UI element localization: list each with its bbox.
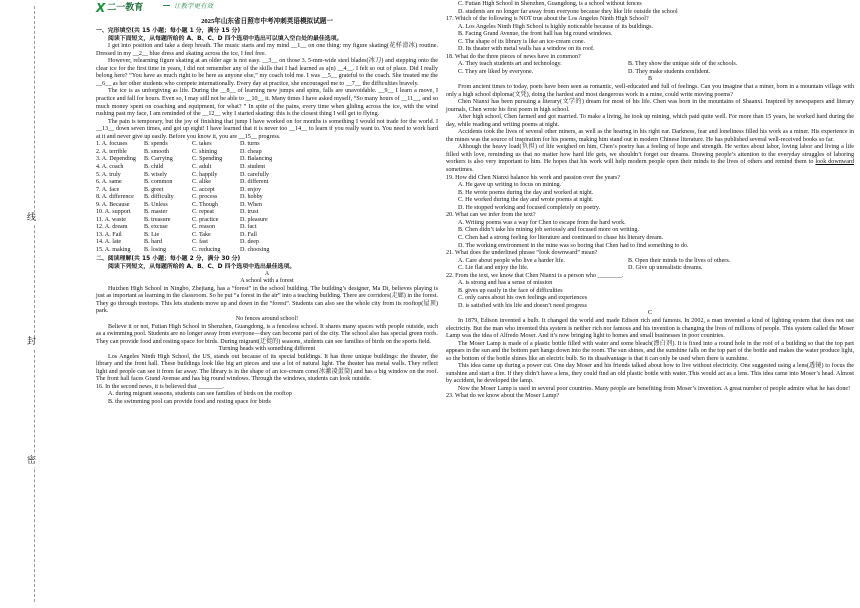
question-18-option: A. They teach students art and technology.	[458, 61, 562, 68]
option: 6. A. same	[96, 179, 122, 186]
page-title: 2025年山东省日照市中考冲刺英语模拟试题一	[201, 18, 333, 25]
question-18-options-row	[446, 69, 854, 77]
slogan	[163, 3, 213, 11]
passage-b-letter: B	[647, 76, 653, 83]
left-column	[96, 16, 438, 407]
option: D. enjoy	[240, 186, 261, 193]
option: B. Lie	[144, 231, 160, 238]
passage-b-paragraph	[446, 144, 854, 174]
option: C. reason	[192, 224, 216, 231]
option: D. Balancing	[240, 156, 273, 163]
question-16-option: B. the swimming pool can provide food and resting space for birds	[108, 399, 271, 406]
option: C. Spending	[192, 156, 223, 163]
passage-b-text: Although the heavy load(负担) of life weighed on him, Chen’s poetry has a feeling of hope and strength. He writes about labor, loving labor and living a life filled with love, reminding us that no matter how hard life gets, we shouldn’t forget our dreams. Drawing people’s attention to the everyday struggles of laboring workers is also very important to him. He hopes that his work will help modern people open their minds to the lives of others and remind them to	[446, 144, 854, 166]
option: B. Unless	[144, 201, 168, 208]
option: D. cheap	[240, 148, 262, 155]
slogan-bar	[163, 5, 170, 6]
question-22-option: D. is satisfied with his life and doesn’t need progress	[458, 302, 587, 309]
option: B. child	[144, 163, 164, 170]
question-21-option: B. Open their minds to the lives of others.	[628, 257, 731, 264]
question-19-option: B. He wrote poems during the day and worked at night.	[458, 189, 594, 196]
passage-b-paragraph: Accidents took the lives of several other miners, as well as the hearing in his right ear. Darkness, fear and loneliness filled his work as a miner. His experience in the mines was the source of inspiration for his poems, making him stand out in modern Chinese literature. He has published several well-received books so far.	[446, 129, 854, 143]
option: C. shining	[192, 148, 218, 155]
passage-b-text: sometimes.	[446, 167, 474, 174]
option: 5. A. truly	[96, 171, 121, 178]
question-20-option: B. Chen didn’t take his mining job seriously and focused more on writing.	[458, 227, 639, 234]
question-21-option: A. Care about people who live a harder life.	[458, 257, 565, 264]
question-17-option: A. Los Angeles Ninth High School is highly noticeable because of its buildings.	[458, 23, 653, 30]
question-18-option: D. They make students confident.	[628, 68, 711, 75]
question-17: 17. Which of the following is NOT true about the Los Angeles Ninth High School?	[446, 16, 649, 23]
option: D. different	[240, 179, 269, 186]
binding-margin	[0, 0, 88, 608]
option: C. process	[192, 194, 218, 201]
question-20-option: A. Writing poems was a way for Chen to escape from the hard work.	[458, 219, 626, 226]
question-22-option: C. only cares about his own feelings and experiences	[458, 295, 588, 302]
margin-mark-line: 线	[27, 213, 37, 223]
question-19-option: C. He worked during the day and wrote poems at night.	[458, 197, 594, 204]
passage-c-paragraph: In 1879, Edison invented a bulb. It changed the world and made Edison rich and famous. In 2002, a man invented a kind of lighting system that does not use electricity. But the man who invented this system is neither rich nor famous and his invention is changing the lives of millions of people. This system called the Moser Lamp was the idea of Alfredo Moser. And it’s now bringing light to homes and small businesses in poor countries.	[446, 317, 854, 340]
option: 13. A. Fail	[96, 231, 122, 238]
option: D. fact	[240, 224, 257, 231]
option: C. happily	[192, 171, 218, 178]
question-16-option: D. students are no longer far away from everyone because they like life outside the school	[458, 8, 678, 15]
question-17-option: C. The shape of its library is like an ice-cream cone.	[458, 38, 586, 45]
option: B. treasure	[144, 216, 171, 223]
option: 4. A. coach	[96, 163, 124, 170]
question-20-option: D. The working environment in the mine was so boring that Chen had to find something to do.	[458, 242, 689, 249]
option: C. takes	[192, 141, 212, 148]
passage-a-subtitle: No fences around school!	[235, 316, 299, 322]
question-22-option: A. is strong and has a sense of mission	[458, 280, 553, 287]
question-18: 18. What do the three pieces of news have in common?	[446, 53, 581, 60]
option: 3. A. Depending	[96, 156, 136, 163]
question-21: 21. What does the underlined phrase “look downward” mean?	[446, 250, 598, 257]
option: B. greet	[144, 186, 164, 193]
option: B. hard	[144, 239, 162, 246]
logo-mark: X	[96, 1, 106, 16]
option: B. wisely	[144, 171, 168, 178]
binding-line	[34, 6, 35, 602]
question-22: 22. From the text, we know that Chen Nianxi is a person who ________.	[446, 272, 624, 279]
question-21-options-row	[446, 258, 854, 266]
option: B. common	[144, 179, 173, 186]
question-19: 19. How did Chen Nianxi balance his work and passion over the years?	[446, 174, 621, 181]
option: C. repeat	[192, 209, 214, 216]
question-21-options-row	[446, 265, 854, 273]
option: 12. A. dream	[96, 224, 128, 231]
option: 9. A. Because	[96, 201, 130, 208]
passage-c-letter: C	[647, 310, 653, 317]
passage-a-paragraph: Los Angeles Ninth High School, the US, stands out because of its special buildings. It has three unique buildings: the theater, the library and the front hall. These buildings look like big art pieces and use a lot of natural light. The theater has metal walls. They reflect light and people can see it from far away. The library is in the shape of an ice-cream cone(冰激凌蛋筒) and has a big window on the roof. The front hall faces Grand Avenue and has big round windows. Through the windows, students can look outside.	[96, 353, 438, 383]
cloze-paragraph: The pain is temporary, but the joy of finishing that jump I have worked on for months is something I would not trade for the world. I __13__ down seven times, and got up eight! I have learned that it is never too __14__ to learn if you really want to. You need to work hard at it and never give up easily. Before you know it, you are __15__ progress.	[96, 118, 438, 140]
section2-instruction: 阅读下列短文，从每题所给的 A、B、C、D 四个选项中选出最佳选项。	[108, 263, 296, 270]
option: C. practice	[192, 216, 219, 223]
cloze-paragraph: I get into position and take a deep breath. The music starts and my mind __1__ on one thing: my figure skating(花样滑冰) routine. Dressed in my __2__ blue dress and skating across the ice, I feel free.	[96, 43, 438, 57]
slogan-text: 让教学更有效	[174, 2, 213, 10]
passage-a-letter: A	[264, 270, 270, 277]
option: B. Carrying	[144, 156, 173, 163]
option: 11. A. waste	[96, 216, 126, 223]
underlined-phrase: look downward	[815, 159, 854, 166]
option: D. choosing	[240, 246, 270, 253]
option: B. smooth	[144, 148, 170, 155]
passage-a-paragraph: Believe it or not, Futian High School in Shenzhen, Guangdong, is a fenceless school. It shares many spaces with people outside, such as a swimming pool. Students are no longer away from everyone—they can become part of the city. The school also has special green roofs. They can provide food and resting space for birds. During migrant(迁徙的) seasons, students can see families of birds on the sports field.	[96, 323, 438, 345]
question-17-option: B. Facing Grand Avenue, the front hall has big round windows.	[458, 31, 613, 38]
option: C. adult	[192, 163, 212, 170]
option: D. When	[240, 201, 262, 208]
section2-heading: 二、阅读理解(共 15 小题；每小题 2 分，满分 30 分)	[96, 255, 241, 262]
option: C. reducing	[192, 246, 221, 253]
option: D. pleasure	[240, 216, 268, 223]
cloze-options	[96, 141, 438, 254]
question-19-option: A. He gave up writing to focus on mining.	[458, 182, 562, 189]
passage-b-paragraph: From ancient times to today, poets have been seen as romantic, well-educated and full of feelings. Can you imagine that a miner, born in a mountain village with only a high school diploma(文凭), doing the hardest and most dangerous work in a mine, could write moving poems?	[446, 84, 854, 98]
question-16-option: C. Futian High School in Shenzhen, Guangdong, is a school without fences	[458, 1, 642, 7]
passage-b-paragraph: Chen Nianxi has been pursuing a literary(文学的) dream for most of his life. Chen was born in the mountains of Shaanxi. Inspired by newspapers and literary journals, Chen wrote his first poem in high school.	[446, 99, 854, 113]
cloze-paragraph: However, relearning figure skating at an older age is not easy. __3__ on those 3. 5-mm-wide steel blades(冰刀) and stepping onto the clear ice for the first time in years, I did not remember any of the skills that I had learned as a(n) __4__. I felt so out of place. Did I really belong here? “You have as much right to be here as anyone else,” my coach told me. I was __5__ grateful to the coach. She treated me the __6__ as her other students who compete internationally. Every day at practice, she encouraged me to __7__ the difficulties bravely.	[96, 58, 438, 87]
question-18-options-row	[446, 61, 854, 69]
option: D. hobby	[240, 194, 263, 201]
option: B. losing	[144, 246, 167, 253]
passage-a-paragraph: Huizhen High School in Ningbo, Zhejiang, has a “forest” in the school building. The building’s designer, Ma Di, believes playing is just as important as learning in the classroom. So he put “a forest in the air” into a teaching building. There are corridors(走廊) in the forest. They go through treetops. This lets students move up and down in the “forest”. Students can also see the whole city from its rooftop(屋顶) park.	[96, 285, 438, 315]
logo-text: 二一教育	[107, 3, 144, 14]
question-21-option: C. Lie flat and enjoy the life.	[458, 265, 529, 272]
option: 14. A. late	[96, 239, 122, 246]
question-17-option: D. Its theater with metal walls has a window on its roof.	[458, 46, 595, 53]
option: 8. A. difference	[96, 194, 134, 201]
option: 10. A. support	[96, 209, 131, 216]
option: D. Fall	[240, 231, 257, 238]
option: B. master	[144, 209, 168, 216]
question-20-option: C. Chen had a strong feeling for literature and continued to chase his literary dream.	[458, 234, 664, 241]
question-23: 23. What do we know about the Moser Lamp?	[446, 393, 560, 400]
option: D. deep	[240, 239, 259, 246]
question-22-option: B. gives up easily in the face of difficulties	[458, 287, 563, 294]
option: C. Take	[192, 231, 211, 238]
question-20: 20. What can we infer from the text?	[446, 212, 536, 219]
option: 7. A. face	[96, 186, 120, 193]
option: 15. A. making	[96, 246, 131, 253]
option: C. Though	[192, 201, 218, 208]
question-16-option: A. during migrant seasons, students can see families of birds on the rooftop	[108, 391, 292, 398]
section1-instruction: 阅读下面短文，从每题所给的 A、B、C、D 四个选项中选出可以填入空白处的最佳选项。	[108, 36, 343, 43]
question-18-option: B. They show the unique side of the schools.	[628, 61, 738, 68]
question-21-option: D. Give up unrealistic dreams.	[628, 265, 703, 272]
question-16: 16. In the second news, it is believed that ________.	[96, 383, 224, 390]
option: C. fast	[192, 239, 208, 246]
option: C. accept	[192, 186, 215, 193]
passage-c-paragraph: This idea came up during a power cut. One day Moser and his friends talked about how to live without electricity. One suggested using a lens(透镜) to focus the sunshine and start a fire. If they didn’t have a lens, they could find an old plastic bottle with water. This would act as a lens. This idea came into Moser’s head. Almost by accident, he developed the lamp.	[446, 363, 854, 385]
option: D. turns	[240, 141, 260, 148]
section1-heading: 一、完形填空(共 15 小题；每小题 1 分，满分 15 分)	[96, 28, 241, 34]
option: B. excuse	[144, 224, 168, 231]
logo	[96, 1, 143, 17]
question-19-option: D. He stopped working and focused completely on poetry.	[458, 204, 601, 211]
cloze-paragraph: The ice is as unforgiving as life. During the __8__ of learning new jumps and spins, falls are unavoidable. __9__ I learn a move, I practice and fall for hours. Even so, I may still not be able to __10__ it. Many times I have asked myself, “So many hours of __11__, and so much money spent on coaching and equipment, for what? ” In spite of the pains, every time when gliding across the ice, with the wind rushing past my face, I am reminded of the __12__ why I started skating: this is the closest thing I will get to flying.	[96, 88, 438, 118]
option: D. student	[240, 163, 266, 170]
option: C. alike	[192, 179, 211, 186]
passage-c-paragraph: The Moser Lamp is made of a plastic bottle filled with water and some bleach(漂白剂). It is fixed into a round hole in the roof of a building so that the top part appears in the sun and the bottom part hangs down into the room. The sun shines, and the sunshine falls on the top part of the bottle and makes the water produce light, so the bottom of the bottle shines like an electric bulb. So its disadvantage is that it can only be used when there is sunshine.	[446, 340, 854, 362]
passage-a-subtitle: Turning heads with something different	[218, 346, 316, 353]
option: B. difficulty	[144, 194, 174, 201]
page-header	[96, 1, 436, 17]
passage-a-title: A school with a forest	[240, 278, 294, 285]
option: D. carefully	[240, 171, 270, 178]
margin-mark-secret: 密	[27, 456, 37, 466]
option: 2. A. terrible	[96, 148, 127, 155]
passage-b-paragraph: After high school, Chen farmed and got married. To make a living, he took up mining, which paid quite well. For more than 15 years, he worked hard during the day, while reading and writing poems at night.	[446, 114, 854, 128]
question-18-option: C. They are liked by everyone.	[458, 68, 534, 75]
passage-c-paragraph: Now the Moser Lamp is used in several poor countries. Many people are benefiting from Moser’s invention. A great number of people admire what he has done!	[458, 385, 851, 392]
right-column	[446, 1, 854, 401]
option: D. trust	[240, 209, 259, 216]
option: 1. A. focuses	[96, 141, 128, 148]
margin-mark-seal: 封	[27, 337, 37, 347]
option: B. spends	[144, 141, 168, 148]
